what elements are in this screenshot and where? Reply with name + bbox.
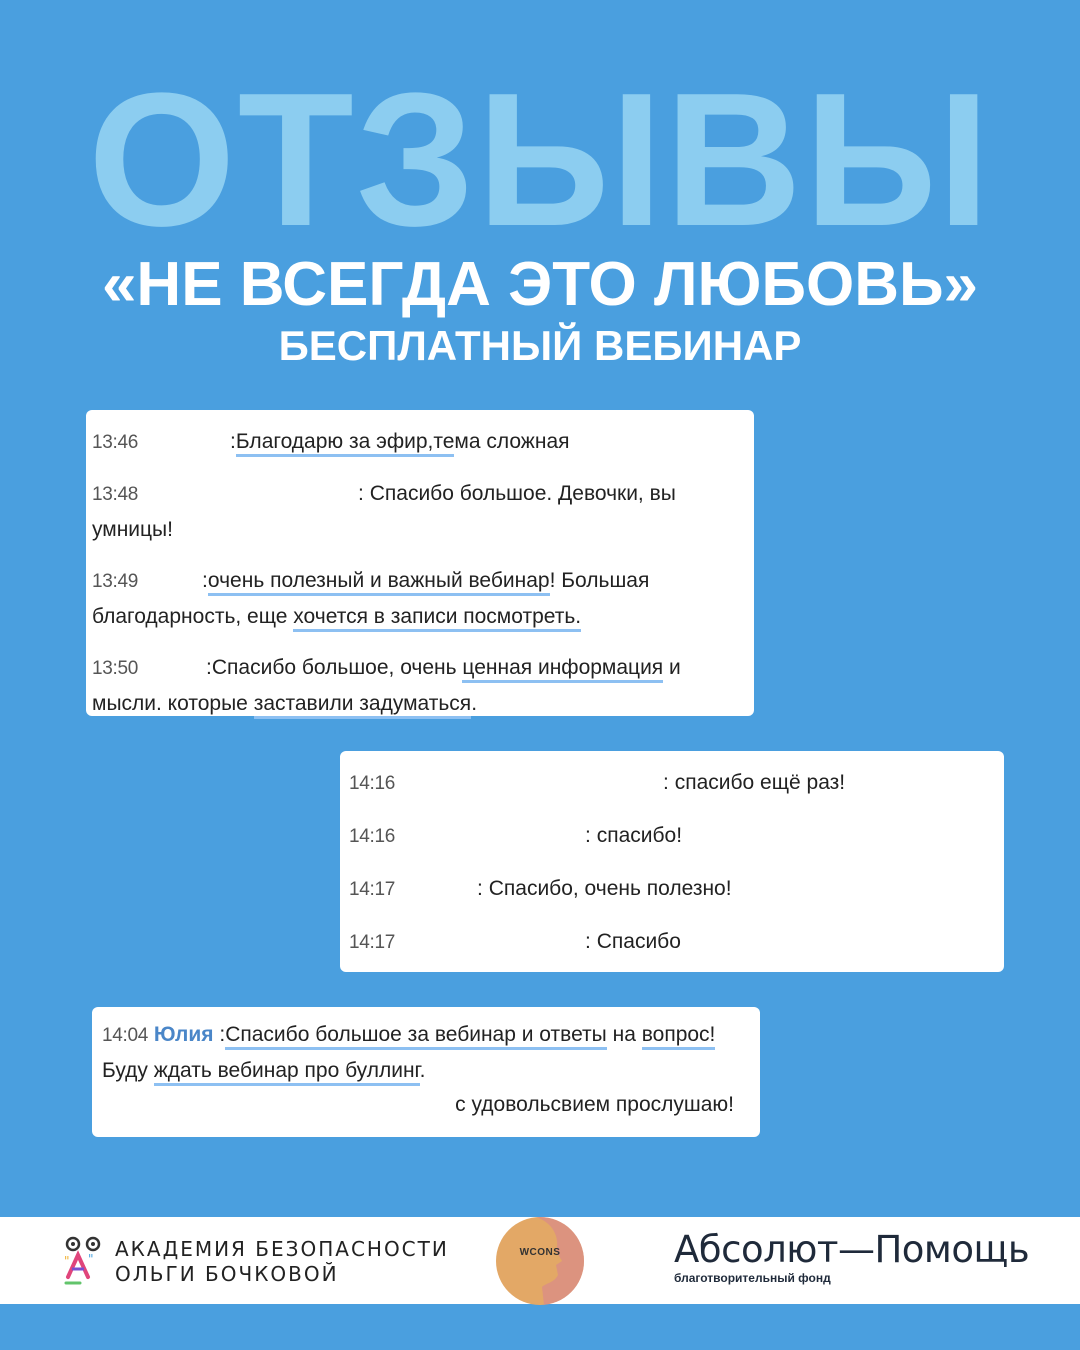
- academy-owl-icon: [62, 1235, 106, 1287]
- message-time: 14:04: [102, 1025, 149, 1046]
- message-separator: :: [219, 1023, 226, 1046]
- message-text: хочется в записи посмотреть.: [293, 605, 581, 632]
- chat-message: [349, 928, 992, 957]
- message-text: Спасибо, очень полезно!: [488, 877, 732, 900]
- message-time: 13:46: [92, 432, 139, 453]
- chat-message: [92, 650, 742, 721]
- academy-name-line: АКАДЕМИЯ БЕЗОПАСНОСТИ: [115, 1237, 449, 1261]
- message-separator: :: [585, 824, 591, 847]
- academy-name: [115, 1237, 449, 1287]
- message-text: .: [471, 692, 478, 715]
- message-separator: :: [477, 877, 483, 900]
- chat-message: [349, 769, 992, 798]
- chat-message: [92, 563, 742, 634]
- message-text: вопрос!: [642, 1023, 716, 1050]
- message-text: Спасибо большое. Девочки, вы умницы!: [92, 482, 676, 541]
- page-title: ОТЗЫВЫ: [87, 54, 993, 266]
- academy-name-line: ОЛЬГИ БОЧКОВОЙ: [115, 1262, 339, 1286]
- wcons-label: WCONS: [519, 1247, 561, 1258]
- chat-message: [349, 822, 992, 851]
- svg-text:": ": [64, 1254, 70, 1268]
- message-text: ма сложная: [454, 430, 570, 453]
- message-time: 14:16: [349, 826, 396, 847]
- message-text: заставили задуматься: [254, 692, 472, 719]
- review-card-2: [340, 751, 1004, 972]
- message-time: 13:49: [92, 571, 139, 592]
- message-text: Спасибо большое за вебинар и ответы: [225, 1023, 607, 1050]
- svg-text:": ": [88, 1252, 94, 1266]
- message-separator: :: [585, 930, 591, 953]
- message-time: 14:16: [349, 773, 396, 794]
- chat-message: [92, 476, 742, 547]
- message-separator: :: [663, 771, 669, 794]
- message-text: ! Большая благодарность, еще: [92, 569, 650, 628]
- message-text: ценная информация: [462, 656, 663, 683]
- webinar-subtitle: БЕСПЛАТНЫЙ ВЕБИНАР: [278, 322, 802, 369]
- message-separator: :: [202, 569, 208, 592]
- message-text: очень полезный и важный вебинар: [208, 569, 550, 596]
- review-card-1: [86, 410, 754, 716]
- chat-message: [102, 1017, 748, 1088]
- webinar-title: «НЕ ВСЕГДА ЭТО ЛЮБОВЬ»: [101, 250, 979, 319]
- chat-message: [92, 424, 742, 460]
- footer-bar: [0, 1217, 1080, 1304]
- message-separator: :: [358, 482, 364, 505]
- wcons-logo: [496, 1217, 584, 1305]
- message-time: 13:48: [92, 484, 139, 505]
- chat-message: [349, 875, 992, 904]
- face-profile-icon: [496, 1217, 584, 1305]
- message-text: с удовольсвием прослушаю!: [455, 1093, 734, 1116]
- message-text: Буду: [102, 1059, 154, 1082]
- message-text: ждать вебинар про буллинг: [154, 1059, 420, 1086]
- message-time: 14:17: [349, 879, 396, 900]
- message-text: .: [419, 1059, 426, 1082]
- message-text: Благодарю за эфир,те: [236, 430, 455, 457]
- message-separator: :: [206, 656, 212, 679]
- message-text: на: [606, 1023, 642, 1046]
- author-name: Юлия: [153, 1023, 214, 1046]
- message-text: спасибо ещё раз!: [674, 771, 846, 794]
- message-text: Спасибо большое, очень: [211, 656, 463, 679]
- message-text: и мысли. которые: [92, 656, 681, 715]
- message-time: 14:17: [349, 932, 396, 953]
- review-card-3: [92, 1007, 760, 1137]
- message-time: 13:50: [92, 658, 139, 679]
- fund-subtitle: благотворительный фонд: [674, 1271, 831, 1285]
- fund-name: Абсолют—Помощь: [674, 1228, 1030, 1271]
- message-text: Спасибо: [596, 930, 681, 953]
- message-separator: :: [230, 430, 236, 453]
- message-text: спасибо!: [596, 824, 683, 847]
